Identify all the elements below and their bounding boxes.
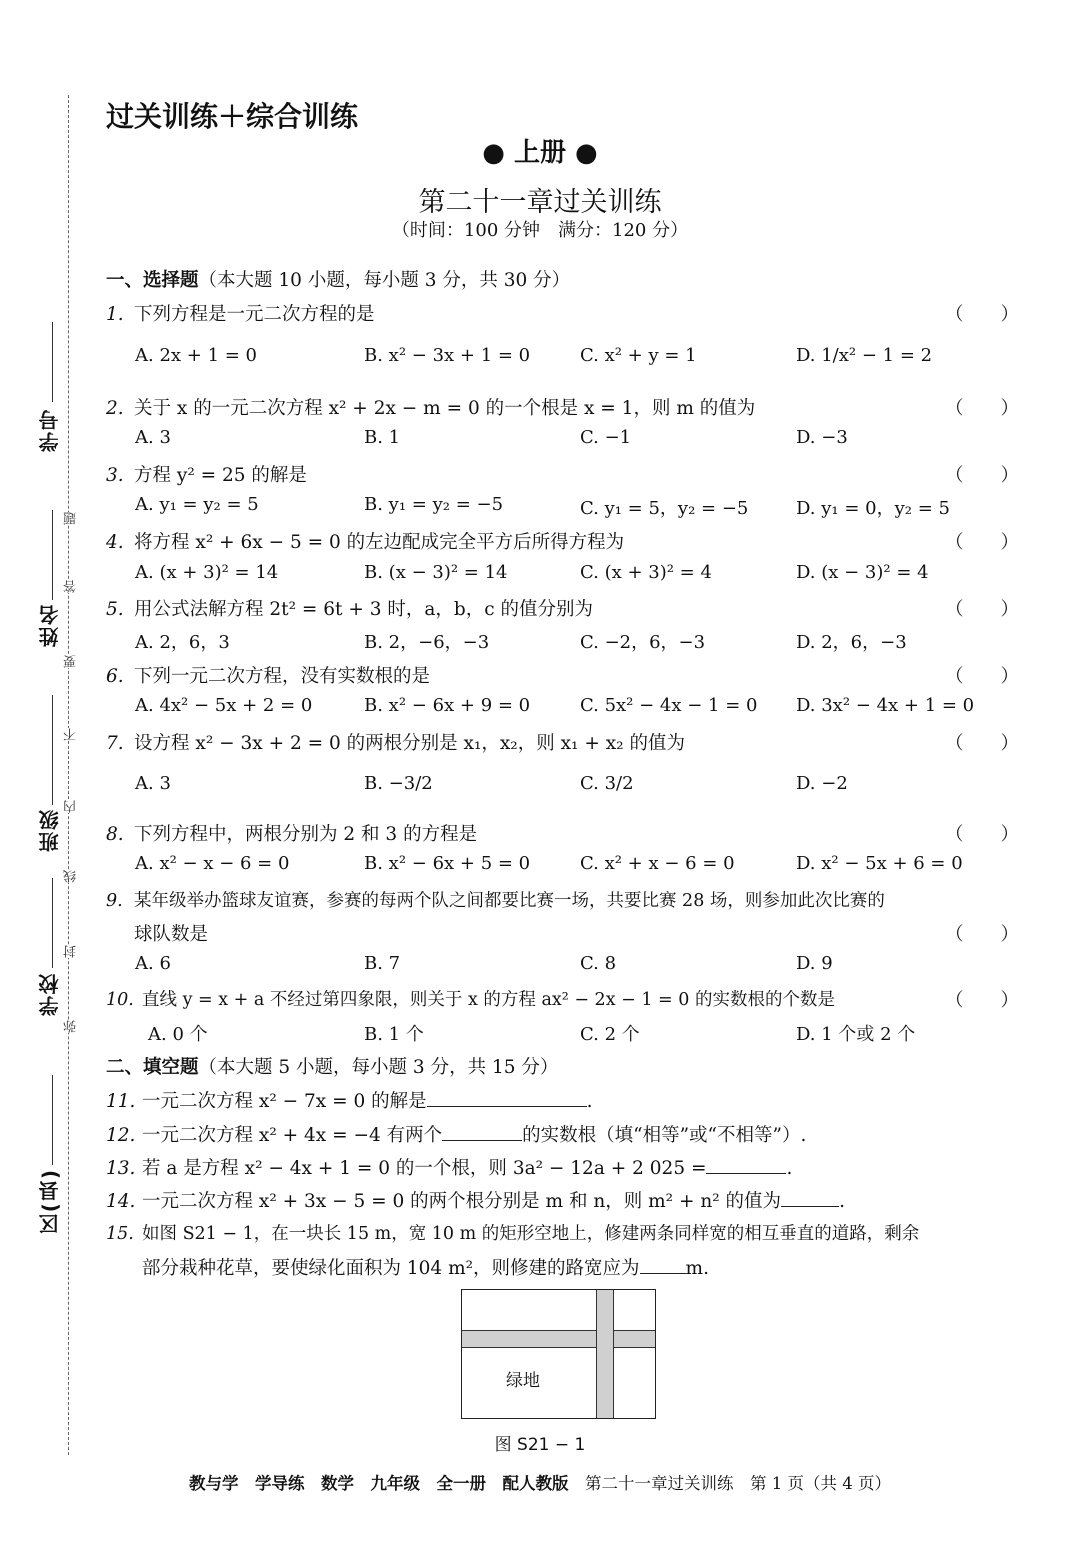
figure-caption: 图 S21 − 1 (494, 1435, 586, 1455)
question-15-cont: 部分栽种花草，要使绿化面积为 104 m²，则修建的路宽应为 m. (142, 1254, 709, 1280)
option: C. −1 (580, 427, 632, 448)
option: B. (x − 3)² = 14 (364, 562, 508, 583)
option: B. x² − 6x + 9 = 0 (364, 695, 531, 716)
option: D. 1/x² − 1 = 2 (796, 345, 933, 366)
answer-paren: （ ） (945, 398, 1020, 419)
answer-blank[interactable] (640, 1255, 686, 1274)
option: C. 2 个 (580, 1024, 640, 1045)
page-title: 第二十一章过关训练 (418, 187, 662, 218)
option: D. x² − 5x + 6 = 0 (796, 853, 963, 874)
answer-blank[interactable] (781, 1188, 839, 1207)
option: D. 9 (796, 953, 833, 974)
road-horizontal (462, 1330, 655, 1348)
option: D. 3x² − 4x + 1 = 0 (796, 695, 975, 716)
option: A. 3 (135, 427, 171, 448)
question-11: 11. 一元二次方程 x² − 7x = 0 的解是 . (106, 1087, 593, 1113)
option: C. 5x² − 4x − 1 = 0 (580, 695, 758, 716)
question-15: 15. 如图 S21 − 1，在一块长 15 m，宽 10 m 的矩形空地上，修建两条同样宽的相互垂直的道路，剩余 (106, 1224, 920, 1244)
answer-paren: （ ） (945, 824, 1020, 845)
option: B. y₁ = y₂ = −5 (364, 494, 504, 515)
seal-char: 弥 (64, 1020, 79, 1033)
district-label: 区(县) (38, 1168, 62, 1235)
question-10: 10. 直线 y = x + a 不经过第四象限，则关于 x 的方程 ax² − 2x − 1 = 0 的实数根的个数是 (106, 990, 835, 1010)
class-label: 班级 (38, 808, 62, 852)
option: A. y₁ = y₂ = 5 (135, 494, 259, 515)
section-choice: 一、选择题（本大题 10 小题，每小题 3 分，共 30 分） (106, 270, 571, 291)
option: C. −2，6，−3 (580, 632, 706, 653)
question-8: 8. 下列方程中，两根分别为 2 和 3 的方程是 (106, 824, 478, 845)
option: D. y₁ = 0，y₂ = 5 (796, 498, 950, 519)
option: A. 3 (135, 773, 171, 794)
question-4: 4. 将方程 x² + 6x − 5 = 0 的左边配成完全平方后所得方程为 (106, 532, 625, 553)
answer-paren: （ ） (945, 532, 1020, 553)
option: D. −2 (796, 773, 848, 794)
option: B. −3/2 (364, 773, 433, 794)
question-12: 12. 一元二次方程 x² + 4x = −4 有两个 的实数根（填“相等”或“不相等”）. (106, 1121, 806, 1147)
name-line (52, 510, 53, 600)
option: A. 4x² − 5x + 2 = 0 (135, 695, 313, 716)
answer-paren: （ ） (945, 990, 1020, 1011)
option: C. 3/2 (580, 773, 634, 794)
option: B. 1 个 (364, 1024, 424, 1045)
option: D. (x − 3)² = 4 (796, 562, 929, 583)
binding-line (68, 95, 69, 1455)
option: B. x² − 6x + 5 = 0 (364, 853, 531, 874)
answer-blank[interactable] (706, 1155, 786, 1174)
question-5: 5. 用公式法解方程 2t² = 6t + 3 时，a，b，c 的值分别为 (106, 599, 593, 620)
option: C. (x + 3)² = 4 (580, 562, 712, 583)
option: B. 2，−6，−3 (364, 632, 490, 653)
question-7: 7. 设方程 x² − 3x + 2 = 0 的两根分别是 x₁，x₂，则 x₁ + x₂ 的值为 (106, 733, 685, 754)
series-header: 过关训练＋综合训练 (106, 100, 359, 133)
seal-char: 内 (64, 800, 79, 813)
option: C. x² + x − 6 = 0 (580, 853, 735, 874)
question-3: 3. 方程 y² = 25 的解是 (106, 465, 307, 486)
figure-rectangle-field (461, 1289, 656, 1419)
district-line (52, 1075, 53, 1165)
seal-char: 不 (64, 728, 79, 741)
question-6: 6. 下列一元二次方程，没有实数根的是 (106, 666, 431, 687)
option: D. 2，6，−3 (796, 632, 907, 653)
option: B. x² − 3x + 1 = 0 (364, 345, 531, 366)
seal-char: 要 (64, 655, 79, 668)
question-9-cont: 球队数是 (134, 924, 209, 945)
option: A. 0 个 (148, 1024, 208, 1045)
option: A. 2，6，3 (135, 632, 230, 653)
volume-title: ● 上册 ● (482, 138, 598, 168)
exam-time-score: （时间：100 分钟 满分：120 分） (391, 220, 689, 241)
option: D. 1 个或 2 个 (796, 1024, 916, 1045)
page-footer: 教与学 学导练 数学 九年级 全一册 配人教版 第二十一章过关训练 第 1 页（共 4 页） (189, 1474, 891, 1493)
seal-char: 答 (64, 580, 79, 593)
figure-label: 绿地 (506, 1371, 540, 1391)
option: A. x² − x − 6 = 0 (135, 853, 290, 874)
answer-paren: （ ） (945, 304, 1020, 325)
student-id-label: 学号 (38, 408, 62, 452)
seal-char: 题 (64, 512, 79, 525)
option: C. 8 (580, 953, 617, 974)
option: B. 7 (364, 953, 401, 974)
option: D. −3 (796, 427, 848, 448)
option: C. y₁ = 5，y₂ = −5 (580, 498, 749, 519)
answer-paren: （ ） (945, 465, 1020, 486)
name-label: 姓名 (38, 603, 62, 647)
student-id-line (52, 322, 53, 402)
section-fill: 二、填空题（本大题 5 小题，每小题 3 分，共 15 分） (106, 1057, 559, 1078)
option: C. x² + y = 1 (580, 345, 697, 366)
seal-char: 封 (64, 945, 79, 958)
answer-paren: （ ） (945, 599, 1020, 620)
option: A. 6 (135, 953, 171, 974)
question-1: 1. 下列方程是一元二次方程的是 (106, 304, 375, 325)
seal-char: 线 (64, 870, 79, 883)
option: B. 1 (364, 427, 401, 448)
answer-paren: （ ） (945, 666, 1020, 687)
option: A. (x + 3)² = 14 (135, 562, 279, 583)
school-label: 学校 (38, 972, 62, 1016)
question-14: 14. 一元二次方程 x² + 3x − 5 = 0 的两个根分别是 m 和 n，则 m² + n² 的值为 . (106, 1187, 845, 1213)
answer-blank[interactable] (427, 1088, 587, 1107)
answer-paren: （ ） (945, 733, 1020, 754)
class-line (52, 695, 53, 805)
question-9: 9. 某年级举办篮球友谊赛，参赛的每两个队之间都要比赛一场，共要比赛 28 场，则参加此次比赛的 (106, 891, 885, 911)
school-line (52, 878, 53, 968)
option: A. 2x + 1 = 0 (135, 345, 258, 366)
question-2: 2. 关于 x 的一元二次方程 x² + 2x − m = 0 的一个根是 x = 1，则 m 的值为 (106, 398, 756, 419)
answer-blank[interactable] (442, 1122, 522, 1141)
answer-paren: （ ） (945, 924, 1020, 945)
question-13: 13. 若 a 是方程 x² − 4x + 1 = 0 的一个根，则 3a² − 12a + 2 025 = . (106, 1154, 792, 1180)
road-vertical (596, 1290, 614, 1418)
